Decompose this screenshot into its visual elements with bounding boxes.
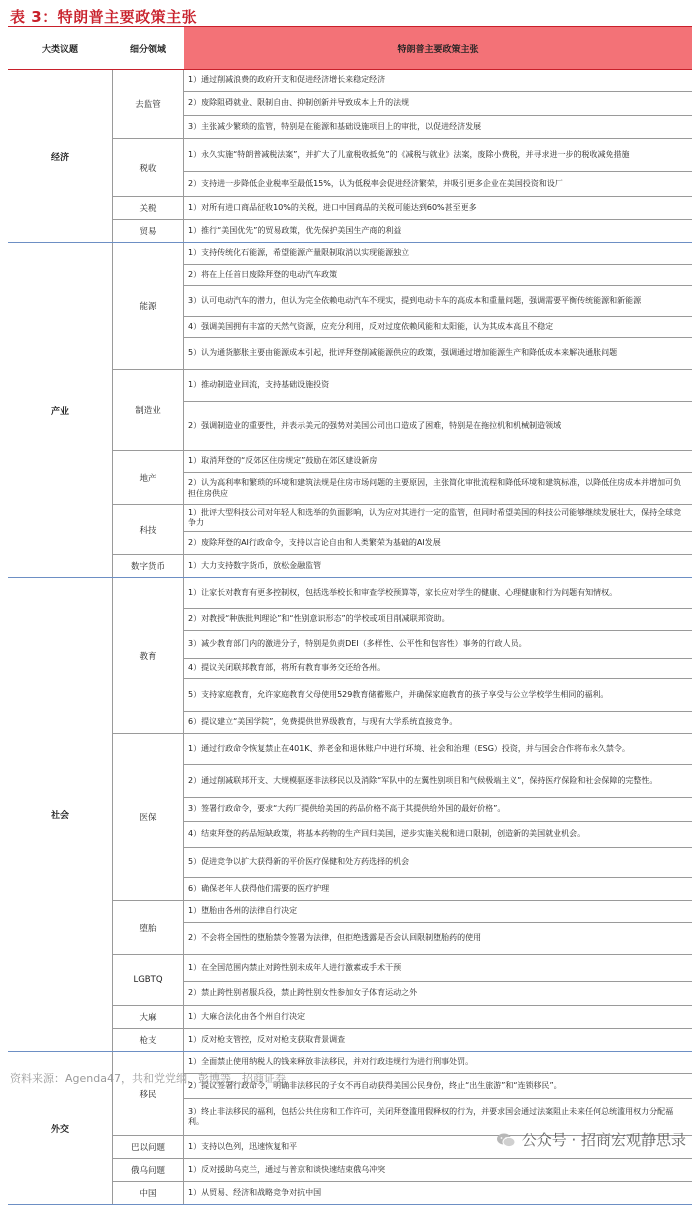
subfield-row <box>112 220 692 242</box>
policy-list <box>184 578 692 733</box>
subfield-row <box>112 197 692 220</box>
header-topic: 大类议题 <box>41 44 78 55</box>
policy-item: 2）认为高利率和繁琐的环境和建筑法规是住房市场问题的主要原因，主张简化审批流程和降低环境和建筑标准，以降低住房成本并增加可负担住房供应 <box>188 478 682 498</box>
policy-list <box>184 451 692 504</box>
subfield-name: 移民 <box>112 1052 184 1135</box>
policy-list <box>184 1182 692 1204</box>
subfield-row <box>112 901 692 955</box>
header-subfield: 细分领域 <box>129 44 166 55</box>
wechat-icon <box>496 1132 516 1148</box>
subfield-row <box>112 955 692 1006</box>
policy-item: 2）通过削减联邦开支、大规模驱逐非法移民以及消除“军队中的左翼性别项目和气候极端主义”，保持医疗保险和社会保障的完整性。 <box>184 765 692 798</box>
policy-item: 6）提议建立“美国学院”，免费提供世界级教育，与现有大学系统直接竞争。 <box>188 717 458 727</box>
subfield-name: 去监管 <box>112 70 184 138</box>
subfield-row <box>112 505 692 555</box>
policy-list <box>184 1052 692 1135</box>
policy-item: 3）终止非法移民的福利，包括公共住房和工作许可，关闭拜登滥用假释权的行为，并要求国会通过法案阻止未来任何总统滥用权力分配福利。 <box>188 1106 674 1126</box>
policy-list <box>184 555 692 577</box>
policy-item: 4）强调美国拥有丰富的天然气资源，应充分利用，反对过度依赖风能和太阳能，认为其成本高且不稳定 <box>184 317 692 338</box>
policy-item: 1）通过削减浪费的政府开支和促进经济增长来稳定经济 <box>184 70 692 92</box>
policy-item: 1）从贸易、经济和战略竞争对抗中国 <box>188 1187 322 1197</box>
policy-item: 2）提议签署行政命令，明确非法移民的子女不再自动获得美国公民身份，终止“出生旅游”和“连锁移民”。 <box>184 1074 692 1099</box>
subfield-name: 税收 <box>112 139 184 196</box>
subfield-name: 枪支 <box>112 1029 184 1051</box>
subfield-row <box>112 139 692 197</box>
topic-group <box>8 578 692 1052</box>
policy-item: 2）支持进一步降低企业税率至最低15%，认为低税率会促进经济繁荣，并吸引更多企业在美国投资和设厂 <box>188 178 563 188</box>
policy-list <box>184 734 692 900</box>
policy-item: 1）通过行政命令恢复禁止在401K、养老金和退休账户中进行环境、社会和治理（ESG）投资，并与国会合作将布永久禁令。 <box>184 734 692 765</box>
policy-list <box>184 505 692 554</box>
policy-item: 1）推动制造业回流，支持基础设施投资 <box>184 370 692 402</box>
subfield-name: 数字货币 <box>112 555 184 577</box>
policy-item: 2）不会将全国性的堕胎禁令签署为法律，但拒绝透露是否会认回限制堕胎药的使用 <box>188 933 482 943</box>
policy-item: 2）强调制造业的重要性，并表示美元的强势对美国公司出口造成了困难，特别是在拖拉机和机械制造领域 <box>188 420 562 430</box>
policy-item: 4）结束拜登的药品短缺政策，将基本药物的生产回归美国，逆步实施关税和进口限制，创造新的美国就业机会。 <box>184 822 692 848</box>
policy-list <box>184 955 692 1005</box>
policy-item: 1）对所有进口商品征收10%的关税，进口中国商品的关税可能达到60%甚至更多 <box>188 202 477 212</box>
subfield-list <box>112 243 692 577</box>
policy-item: 1）批评大型科技公司对年轻人和选举的负面影响，认为应对其进行一定的监管，但同时希望美国的科技公司能够继续发展壮大，保持全球竞争力 <box>184 505 692 532</box>
policy-list <box>184 243 692 369</box>
policy-table <box>8 27 692 1205</box>
subfield-row <box>112 578 692 734</box>
subfield-name: 制造业 <box>112 370 184 450</box>
policy-item: 5）促进竞争以扩大获得新的平价医疗保健和处方药选择的机会 <box>184 848 692 878</box>
policy-item: 3）认可电动汽车的潜力，但认为完全依赖电动汽车不现实，提到电动卡车的高成本和重量问题，强调需要平衡传统能源和新能源 <box>184 286 692 317</box>
topic-name: 社会 <box>50 811 69 821</box>
subfield-name: 能源 <box>112 243 184 369</box>
policy-list <box>184 1029 692 1051</box>
subfield-name: 中国 <box>112 1182 184 1204</box>
policy-list <box>184 197 692 219</box>
table-title: 表 3：特朗普主要政策主张 <box>10 8 198 26</box>
subfield-name: LGBTQ <box>112 955 184 1005</box>
subfield-name: 地产 <box>112 451 184 504</box>
policy-item: 5）认为通货膨胀主要由能源成本引起，批评拜登削减能源供应的政策，强调通过增加能源生产和降低成本来解决通胀问题 <box>188 348 618 358</box>
topic-name: 外交 <box>50 1124 69 1135</box>
subfield-row <box>112 1006 692 1029</box>
subfield-row <box>112 370 692 451</box>
policy-item: 1）全面禁止使用纳税人的钱来释放非法移民，并对行政违规行为进行刑事处罚。 <box>184 1052 692 1074</box>
subfield-row <box>112 1052 692 1136</box>
policy-item: 3）减少教育部门内的激进分子，特别是负责DEI（多样性、公平性和包容性）事务的行政人员。 <box>184 631 692 659</box>
policy-item: 1）永久实施“特朗普减税法案”，并扩大了儿童税收抵免”的《减税与就业》法案，废除小费税，并寻求进一步的税收减免措施 <box>184 139 692 172</box>
policy-item: 3）签署行政命令，要求“大药厂提供给美国的药品价格不高于其提供给外国的最好价格”。 <box>184 798 692 822</box>
policy-item: 1）反对枪支管控，反对对枪支获取背景调查 <box>188 1034 346 1044</box>
subfield-name: 堕胎 <box>112 901 184 954</box>
watermark-text: 公众号 · 招商宏观静思录 <box>521 1131 686 1149</box>
subfield-list <box>112 70 692 242</box>
policy-item: 1）让家长对教育有更多控制权，包括选举校长和审查学校预算等，家长应对学生的健康、心理健康和行为问题有知情权。 <box>184 578 692 609</box>
subfield-name: 医保 <box>112 734 184 900</box>
policy-item: 1）支持以色列，迅速恢复和平 <box>188 1141 298 1151</box>
policy-item: 1）推行“美国优先”的贸易政策，优先保护美国生产商的利益 <box>188 225 402 235</box>
policy-item: 1）大麻合法化由各个州自行决定 <box>188 1011 306 1021</box>
policy-item: 6）确保老年人获得他们需要的医疗护理 <box>188 883 330 893</box>
table-header <box>8 27 692 69</box>
subfield-row <box>112 451 692 505</box>
policy-item: 1）反对援助乌克兰，通过与普京和谈快速结束俄乌冲突 <box>188 1164 386 1174</box>
subfield-name: 巴以问题 <box>112 1136 184 1158</box>
subfield-name: 俄乌问题 <box>112 1159 184 1181</box>
source-note: 资料来源：Agenda47，共和党党纲，彭博等，招商证券 <box>10 1072 286 1085</box>
topic-name: 经济 <box>50 152 69 163</box>
policy-list <box>184 901 692 954</box>
policy-item: 1）大力支持数字货币，放松金融监管 <box>188 560 322 570</box>
watermark <box>496 1129 686 1150</box>
policy-item: 3）主张减少繁琐的监管，特别是在能源和基础设施项目上的审批，以促进经济发展 <box>188 121 482 131</box>
policy-item: 1）支持传统化石能源，希望能源产量限制取消以实现能源独立 <box>184 243 692 265</box>
subfield-name: 大麻 <box>112 1006 184 1028</box>
subfield-row <box>112 243 692 370</box>
policy-item: 1）堕胎由各州的法律自行决定 <box>184 901 692 923</box>
policy-list <box>184 220 692 242</box>
subfield-list <box>112 578 692 1051</box>
subfield-name: 科技 <box>112 505 184 554</box>
subfield-name: 教育 <box>112 578 184 733</box>
policy-list <box>184 139 692 196</box>
header-policy: 特朗普主要政策主张 <box>184 27 692 69</box>
policy-item: 2）废除拜登的AI行政命令，支持以言论自由和人类繁荣为基础的AI发展 <box>188 537 441 547</box>
subfield-row <box>112 1159 692 1182</box>
topic-name: 产业 <box>50 406 69 417</box>
policy-item: 2）对教授“种族批判理论”和“性别意识形态”的学校或项目削减联邦资助。 <box>184 609 692 631</box>
policy-item: 1）取消拜登的“反郊区住房规定”鼓励在郊区建设新房 <box>184 451 692 473</box>
policy-item: 2）将在上任首日废除拜登的电动汽车政策 <box>184 265 692 286</box>
policy-list <box>184 370 692 450</box>
policy-list <box>184 70 692 138</box>
topic-group <box>8 70 692 243</box>
policy-item: 2）废除阻碍就业、限制自由、抑制创新并导致成本上升的法规 <box>184 92 692 116</box>
subfield-row <box>112 555 692 577</box>
policy-item: 2）禁止跨性别者服兵役，禁止跨性别女性参加女子体育运动之外 <box>188 988 418 998</box>
subfield-row <box>112 1029 692 1051</box>
subfield-row <box>112 70 692 139</box>
topic-group <box>8 243 692 578</box>
subfield-name: 关税 <box>112 197 184 219</box>
subfield-row <box>112 734 692 901</box>
policy-item: 1）在全国范围内禁止对跨性别未成年人进行激素或手术干预 <box>184 955 692 982</box>
subfield-name: 贸易 <box>112 220 184 242</box>
subfield-row <box>112 1182 692 1204</box>
policy-item: 5）支持家庭教育，允许家庭教育父母使用529教育储蓄账户，并确保家庭教育的孩子享受与公立学校学生相同的福利。 <box>184 679 692 712</box>
policy-list <box>184 1159 692 1181</box>
policy-list <box>184 1006 692 1028</box>
policy-item: 4）提议关闭联邦教育部，将所有教育事务交还给各州。 <box>184 659 692 679</box>
table-body <box>8 69 692 1205</box>
